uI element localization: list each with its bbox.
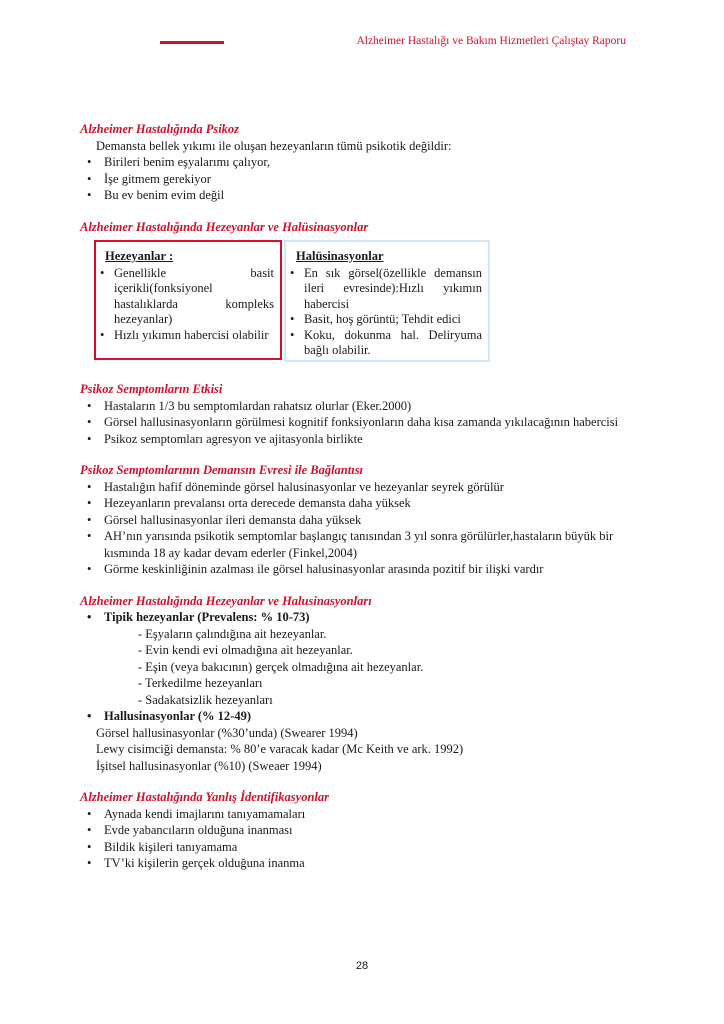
- list-item: - Evin kendi evi olmadığına ait hezeyanlar.: [138, 643, 353, 657]
- list-item: - Sadakatsizlik hezeyanları: [138, 692, 273, 707]
- comparison-boxes: [80, 240, 628, 366]
- section-heading-semptom-etkisi: Psikoz Semptomların Etkisi: [80, 382, 223, 396]
- list-item: • Genellikle basit içerikli(fonksiyonel hastalıklarda kompleks hezeyanlar): [100, 266, 274, 328]
- text-line: İşitsel hallusinasyonlar (%10) (Sweaer 1994): [96, 758, 322, 773]
- list-item-hallus: • Hallusinasyonlar (% 12-49): [80, 708, 628, 725]
- list-item: • Hastaların 1/3 bu semptomlardan rahatsız olurlar (Eker.2000): [80, 398, 628, 415]
- bullet-list-identifikasyon: [80, 806, 628, 872]
- bullet-list-psikoz: [80, 154, 628, 204]
- section-heading-psikoz: Alzheimer Hastalığında Psikoz: [80, 122, 240, 136]
- list-item: • Hezeyanların prevalansı orta derecede demansta daha yüksek: [80, 495, 628, 512]
- box-title: Halüsinasyonlar: [296, 249, 384, 263]
- section-heading-hezeyan-halusinasyonlari: Alzheimer Hastalığında Hezeyanlar ve Halusinasyonları: [80, 593, 372, 608]
- list-item: • Birileri benim eşyalarımı çalıyor,: [80, 154, 628, 171]
- list-item: • Görsel hallusinasyonların görülmesi kognitif fonksiyonların daha kısa zamanda yıkılacağının habercisi: [80, 414, 628, 431]
- list-item: • Basit, hoş görüntü; Tehdit edici: [290, 312, 482, 328]
- box-title: Hezeyanlar :: [105, 249, 174, 263]
- page-number: 28: [355, 960, 369, 972]
- list-item: - Terkedilme hezeyanları: [138, 676, 263, 690]
- hezeyanlar-box: [94, 240, 282, 360]
- bullet-list-evre: [80, 479, 628, 578]
- page-content: [80, 121, 628, 872]
- text-line: Lewy cisimciği demansta: % 80’e varacak kadar (Mc Keith ve ark. 1992): [96, 742, 464, 756]
- box-list: [290, 266, 482, 359]
- header-rule: [160, 41, 224, 44]
- list-item: • Koku, dokunma hal. Deliryuma bağlı olabilir.: [290, 328, 482, 359]
- bullet-list-tipik: [80, 609, 628, 626]
- list-item: • AH’nın yarısında psikotik semptomlar başlangıç tanısından 3 yıl sonra görülürler,hastaların büyük bir kısmında 18 ay kadar devam ederler (Finkel,2004): [80, 528, 628, 561]
- text-line: Görsel hallusinasyonlar (%30’unda) (Swearer 1994): [96, 725, 358, 740]
- list-item: • Görme keskinliğinin azalması ile görsel halusinasyonlar arasında pozitif bir ilişki vardır: [80, 561, 628, 578]
- list-item: • En sık görsel(özellikle demansın ileri evresinde):Hızlı yıkımın habercisi: [290, 266, 482, 313]
- header-title: Alzheimer Hastalığı ve Bakım Hizmetleri Çalıştay Raporu: [356, 35, 626, 47]
- list-item: - Eşyaların çalındığına ait hezeyanlar.: [138, 626, 327, 641]
- list-item: - Eşin (veya bakıcının) gerçek olmadığına ait hezeyanlar.: [138, 659, 424, 674]
- list-item-tipik: • Tipik hezeyanlar (Prevalens: % 10-73): [80, 609, 628, 626]
- list-item: • TV’ki kişilerin gerçek olduğuna inanma: [80, 855, 628, 872]
- list-item: • Hızlı yıkımın habercisi olabilir: [100, 328, 274, 344]
- section-heading-evre-baglantisi: Psikoz Semptomlarının Demansın Evresi ile Bağlantısı: [80, 463, 364, 477]
- list-item: • İşe gitmem gerekiyor: [80, 171, 628, 188]
- dash-list-tipik: [80, 626, 628, 709]
- list-item: • Görsel hallusinasyonlar ileri demansta daha yüksek: [80, 512, 628, 529]
- bullet-list-etkisi: [80, 398, 628, 448]
- bullet-list-hallus: [80, 708, 628, 725]
- list-item: • Hastalığın hafif döneminde görsel halusinasyonlar ve hezeyanlar seyrek görülür: [80, 479, 628, 496]
- list-item: • Bu ev benim evim değil: [80, 187, 628, 204]
- halusinasyonlar-box: [284, 240, 490, 362]
- section-intro: Demansta bellek yıkımı ile oluşan hezeyanların tümü psikotik değildir:: [96, 138, 452, 153]
- list-item: • Evde yabancıların olduğuna inanması: [80, 822, 628, 839]
- section-heading-hezeyan-halusinasyon: Alzheimer Hastalığında Hezeyanlar ve Halüsinasyonlar: [80, 219, 369, 234]
- box-list: [100, 266, 274, 344]
- section-heading-yanlis-identifikasyon: Alzheimer Hastalığında Yanlış İdentifikasyonlar: [80, 790, 330, 804]
- list-item: • Bildik kişileri tanıyamama: [80, 839, 628, 856]
- list-item: • Aynada kendi imajlarını tanıyamamaları: [80, 806, 628, 823]
- list-item: • Psikoz semptomları agresyon ve ajitasyonla birlikte: [80, 431, 628, 448]
